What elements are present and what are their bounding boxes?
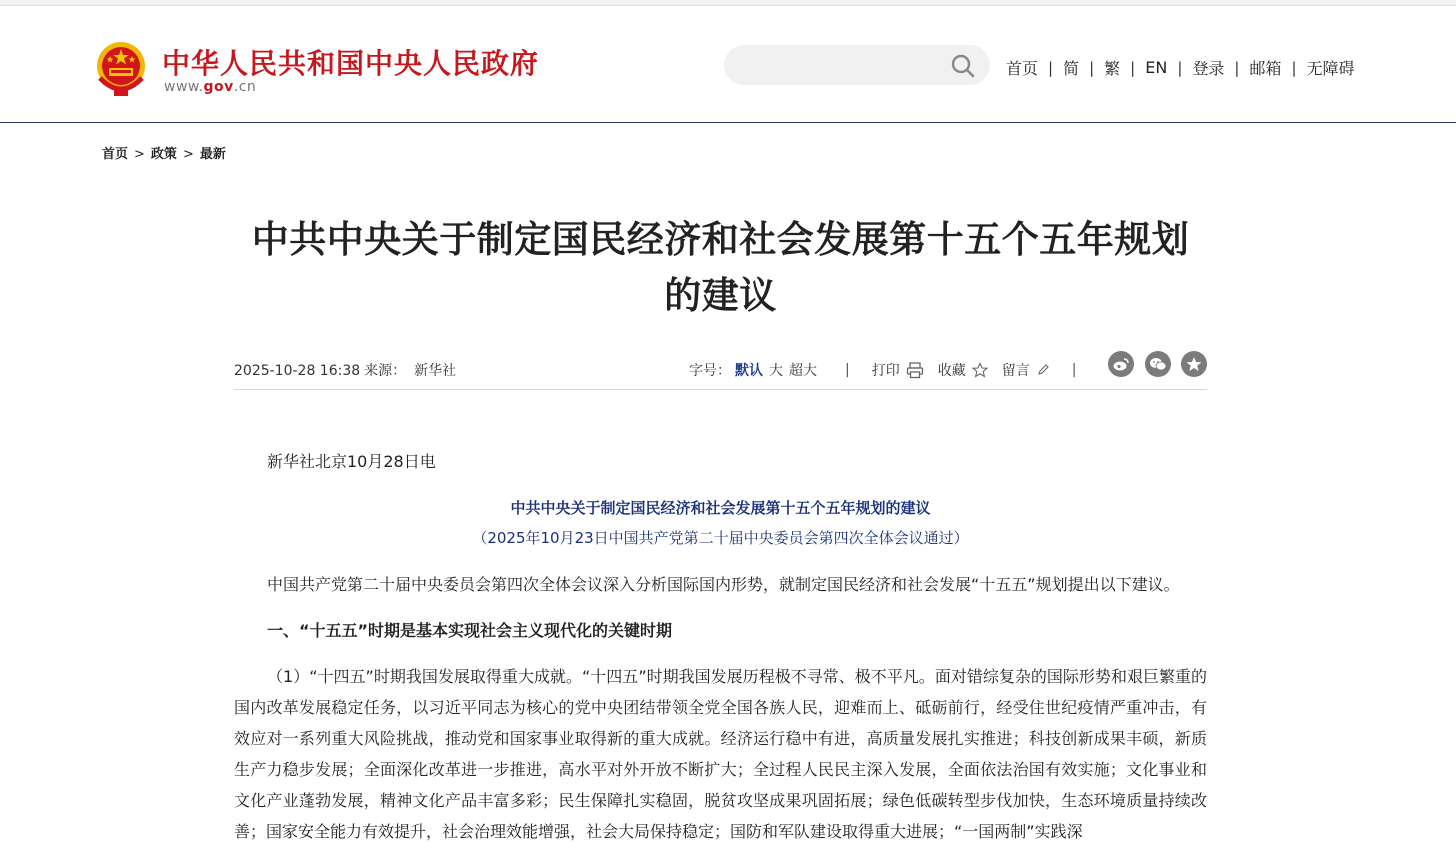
site-domain bbox=[164, 79, 256, 95]
article-tools bbox=[689, 360, 1098, 380]
publish-datetime: 2025-10-28 16:38 bbox=[234, 363, 361, 379]
nav-login[interactable]: 登录 bbox=[1192, 59, 1225, 78]
section-heading: 一、“十五五”时期是基本实现社会主义现代化的关键时期 bbox=[267, 621, 673, 640]
breadcrumb-separator: > bbox=[134, 147, 145, 162]
nav-separator: | bbox=[1291, 58, 1297, 77]
body-paragraph: （1）“十四五”时期我国发展取得重大成就。“十四五”时期我国发展历程极不寻常、极不平凡。面对错综复杂的国际形势和艰巨繁重的国内改革发展稳定任务，以习近平同志为核心的党中央团结带领全党全国各族人民，迎难而上、砥砺前行，经受住世纪疫情严重冲击，有效应对一系列重大风险挑战，推动党和国家事业取得新的重大成就。经济运行稳中有进，高质量发展扎实推进；科技创新成果丰硕，新质生产力稳步发展；全面深化改革进一步推进，高水平对外开放不断扩大；全过程人民民主深入发展，全面依法治国有效实施；文化事业和文化产业蓬勃发展，精神文化产品丰富多彩；民生保障扎实稳固，脱贫攻坚成果巩固拓展；绿色低碳转型步伐加快，生态环境质量持续改善；国家安全能力有效提升，社会治理效能增强，社会大局保持稳定；国防和军队建设取得重大进展；“一国两制”实践深 bbox=[234, 667, 1207, 841]
domain-suffix: .cn bbox=[233, 79, 257, 95]
tool-separator: | bbox=[1071, 362, 1077, 378]
weibo-icon[interactable] bbox=[1108, 351, 1134, 377]
breadcrumb-separator: > bbox=[182, 147, 194, 162]
doc-title: 中共中央关于制定国民经济和社会发展第十五个五年规划的建议 bbox=[510, 499, 931, 517]
nav-home[interactable]: 首页 bbox=[1006, 59, 1039, 78]
nav-separator: | bbox=[1130, 58, 1136, 77]
breadcrumb-home[interactable]: 首页 bbox=[102, 147, 129, 162]
font-size-label: 字号： bbox=[689, 363, 731, 379]
font-size-xlarge[interactable]: 超大 bbox=[789, 363, 817, 379]
top-nav bbox=[1006, 56, 1355, 79]
breadcrumb-policy[interactable]: 政策 bbox=[150, 147, 177, 162]
dateline: 新华社北京10月28日电 bbox=[267, 452, 436, 471]
printer-icon bbox=[906, 361, 924, 379]
source-label: 来源： bbox=[364, 363, 407, 379]
favorite-label: 收藏 bbox=[937, 363, 966, 379]
nav-accessibility[interactable]: 无障碍 bbox=[1306, 59, 1355, 78]
nav-simplified[interactable]: 简 bbox=[1063, 59, 1080, 78]
domain-prefix: www. bbox=[164, 79, 204, 95]
national-emblem-icon[interactable] bbox=[94, 40, 148, 98]
font-size-large[interactable]: 大 bbox=[769, 363, 783, 379]
font-size-default[interactable]: 默认 bbox=[735, 363, 763, 379]
nav-separator: | bbox=[1177, 58, 1183, 77]
print-button[interactable] bbox=[872, 360, 924, 380]
article-meta-bar bbox=[234, 346, 1207, 390]
comment-button[interactable] bbox=[1002, 360, 1050, 380]
nav-separator: | bbox=[1234, 58, 1240, 77]
nav-separator: | bbox=[1089, 58, 1095, 77]
site-header bbox=[0, 6, 1456, 123]
star-icon bbox=[972, 362, 988, 378]
nav-mailbox[interactable]: 邮箱 bbox=[1249, 59, 1282, 78]
article-title: 中共中央关于制定国民经济和社会发展第十五个五年规划的建议 bbox=[251, 218, 1190, 317]
nav-traditional[interactable]: 繁 bbox=[1104, 59, 1121, 78]
search-icon[interactable] bbox=[948, 51, 978, 81]
intro-paragraph: 中国共产党第二十届中央委员会第四次全体会议深入分析国际国内形势，就制定国民经济和社会发展“十五五”规划提出以下建议。 bbox=[267, 575, 1180, 594]
article-info bbox=[234, 360, 456, 380]
favorite-button[interactable] bbox=[938, 360, 988, 380]
domain-highlight: gov bbox=[203, 79, 234, 95]
nav-separator: | bbox=[1048, 58, 1054, 77]
wechat-icon[interactable] bbox=[1145, 351, 1171, 377]
qzone-icon[interactable] bbox=[1181, 351, 1207, 377]
nav-english[interactable]: EN bbox=[1145, 58, 1168, 77]
pencil-icon bbox=[1036, 363, 1050, 377]
comment-label: 留言 bbox=[1001, 363, 1030, 379]
site-name[interactable]: 中华人民共和国中央人民政府 bbox=[162, 47, 540, 80]
source-name: 新华社 bbox=[414, 363, 457, 379]
print-label: 打印 bbox=[871, 363, 900, 379]
tool-separator: | bbox=[845, 362, 850, 378]
doc-subtitle: （2025年10月23日中国共产党第二十届中央委员会第四次全体会议通过） bbox=[472, 529, 969, 547]
breadcrumb-latest[interactable]: 最新 bbox=[199, 147, 226, 162]
breadcrumb bbox=[102, 143, 226, 162]
